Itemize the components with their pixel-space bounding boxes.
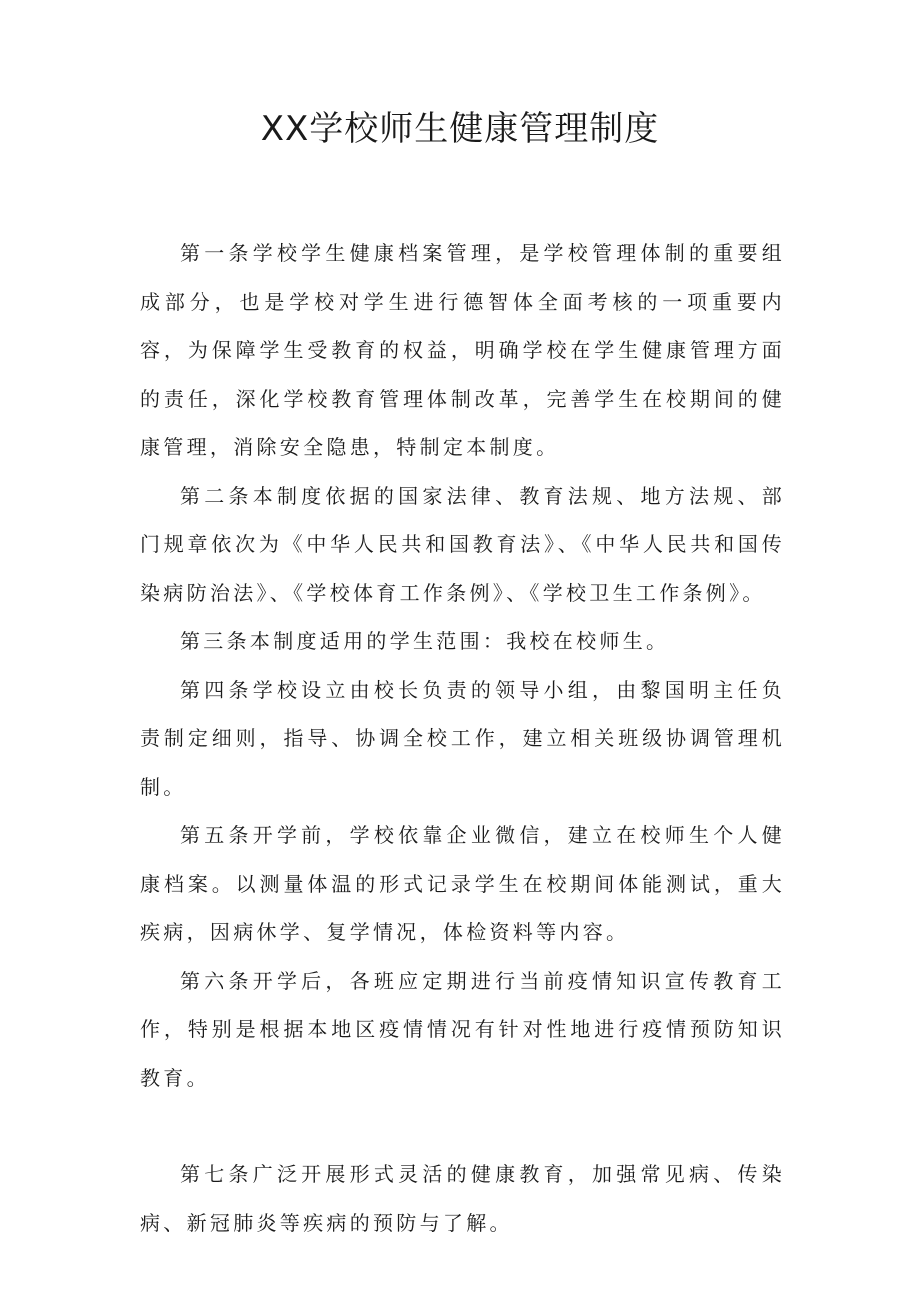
article-2-paragraph: 第二条本制度依据的国家法律、教育法规、地方法规、部门规章依次为《中华人民共和国教育法》、《中华人民共和国传染病防治法》、《学校体育工作条例》、《学校卫生工作条例》。	[140, 483, 785, 605]
article-7-paragraph: 第七条广泛开展形式灵活的健康教育，加强常见病、传染病、新冠肺炎等疾病的预防与了解。	[140, 1162, 785, 1235]
article-1-paragraph: 第一条学校学生健康档案管理，是学校管理体制的重要组成部分，也是学校对学生进行德智体全面考核的一项重要内容，为保障学生受教育的权益，明确学校在学生健康管理方面的责任，深化学校教育管理体制改革，完善学生在校期间的健康管理，消除安全隐患，特制定本制度。	[140, 241, 785, 459]
document-body	[140, 229, 785, 1247]
document-title: XX学校师生健康管理制度	[260, 109, 660, 149]
article-4-paragraph: 第四条学校设立由校长负责的领导小组，由黎国明主任负责制定细则，指导、协调全校工作，建立相关班级协调管理机制。	[140, 677, 785, 799]
article-6-paragraph: 第六条开学后，各班应定期进行当前疫情知识宣传教育工作，特别是根据本地区疫情情况有针对性地进行疫情预防知识教育。	[140, 968, 785, 1090]
article-3-paragraph: 第三条本制度适用的学生范围：我校在校师生。	[180, 629, 670, 653]
article-5-paragraph: 第五条开学前，学校依靠企业微信，建立在校师生个人健康档案。以测量体温的形式记录学生在校期间体能测试，重大疾病，因病休学、复学情况，体检资料等内容。	[140, 823, 785, 944]
